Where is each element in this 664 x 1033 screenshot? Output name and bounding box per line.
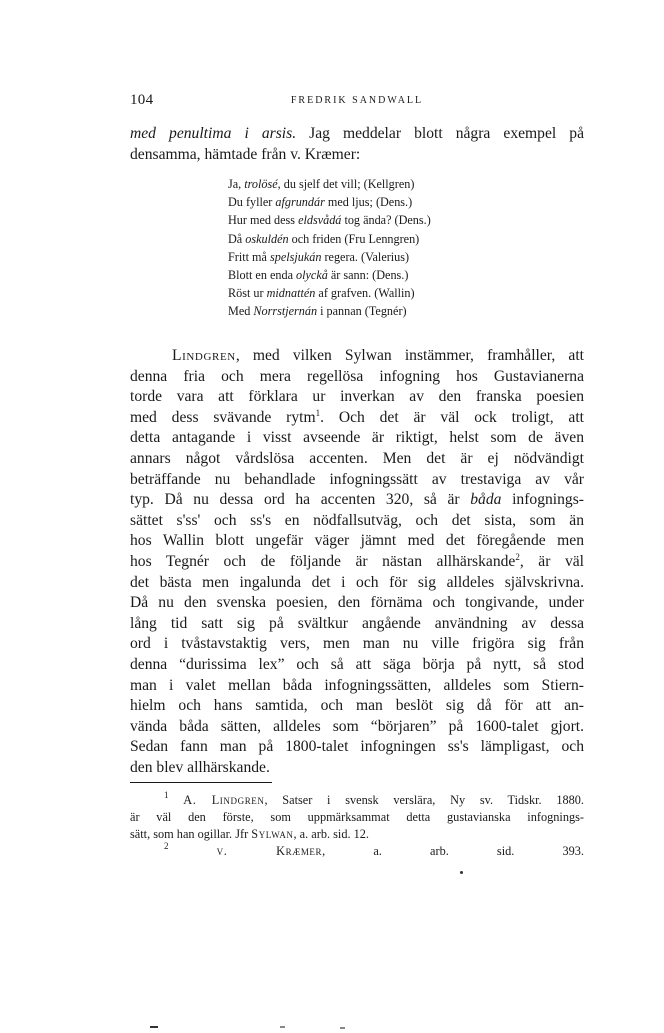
text-line: Lindgren, med vilken Sylwan instämmer, framhåller, att [172, 347, 584, 364]
text-line: densamma, hämtade från v. Kræmer: [130, 145, 361, 163]
text-line: hos Tegnér och de följande är nästan allhärskande$^2$, är väl [130, 551, 584, 570]
page-number: 104 [130, 92, 154, 108]
text-line: beträffande nu behandlade infogningssätt av trestaviga av vår [130, 470, 584, 488]
text-line: Då nu den svenska poesien, den förnäma och tongivande, under [130, 594, 584, 612]
text-line: hos Wallin blott ungefär väger jämnt med det föregående men [130, 532, 584, 550]
text-line: denna “durissima lex” och så att säga börja på nytt, så stod [130, 655, 584, 673]
footnote-line: är väl den förste, som uppmärksammat detta gustavianska infognings- [130, 810, 584, 824]
verse-examples [228, 175, 431, 321]
footnotes [130, 792, 584, 860]
footnote-2: $^2$ v. Kræmer, a. arb. sid. 393. [164, 841, 585, 858]
print-speck [280, 1026, 285, 1028]
text-line: den blev allhärskande. [130, 758, 270, 776]
footnote-ref: 1 [315, 407, 321, 418]
footnote-1: $^1$ A. Lindgren, Satser i svensk verslära, Ny sv. Tidskr. 1880. [164, 790, 584, 807]
footnote-ref: 2 [515, 551, 520, 562]
verse-line: Med Norrstjernán i pannan (Tegnér) [228, 304, 407, 319]
verse-line: Ja, trolösé, du sjelf det vill; (Kellgren) [228, 177, 415, 191]
text-line: med dess svävande rytm$^1$. Och det är väl ock troligt, att [130, 407, 584, 426]
verse-line: Fritt må spelsjukán regera. (Valerius) [228, 249, 410, 264]
footnote-divider [130, 782, 272, 783]
verse-line: Då oskuldén och friden (Fru Lenngren) [228, 231, 420, 246]
author-name: Lindgren [172, 347, 236, 364]
text-line: det bästa men ingalunda det i och för sig alldeles självskrivna. [130, 573, 584, 591]
footnote-line: sätt, som han ogillar. Jfr Sylwan, a. arb. sid. 12. [130, 827, 369, 841]
text-line: typ. Då nu dessa ord ha accenten 320, så är båda infognings- [130, 491, 584, 509]
text-line: hielm och hans samtida, och man beslöt sig då för att an- [130, 697, 584, 715]
text-line: detta antagande i visst avseende är riktigt, helst som de även [130, 429, 584, 447]
page-header [130, 92, 584, 112]
text-line: ord i tvåstavstaktig vers, men man nu ville frigöra sig från [130, 635, 584, 653]
intro-paragraph [130, 124, 584, 165]
text-line: denna fria och mera regellösa infogning hos Gustavianerna [130, 367, 584, 385]
running-head: FREDRIK SANDWALL [290, 95, 424, 106]
text-line: torde vara att förklara ur inverkan av den franska poesien [130, 388, 584, 406]
text-line: Sedan fann man på 1800-talet infogningen ss's lämpligast, och [130, 738, 584, 756]
text-line: vända båda sätten, alldeles som “börjaren” på 1600-talet gjort. [130, 717, 584, 735]
verse-line: Röst ur midnattén af grafven. (Wallin) [228, 286, 415, 301]
main-paragraph [130, 346, 584, 778]
print-speck [340, 1027, 345, 1029]
verse-line: Hur med dess eldsvådá tog ända? (Dens.) [228, 213, 431, 228]
text-line: med penultima i arsis. Jag meddelar blott några exempel på [130, 125, 584, 142]
text-line: sättet s'ss' och ss's en nödfallsutväg, och det sista, som än [130, 511, 584, 529]
print-speck [150, 1026, 158, 1028]
text-line: annars något vårdslösa accenten. Men det är ej nödvändigt [130, 449, 584, 467]
text-line: lång tid satt sig på svältkur angående användning av dessa [130, 614, 584, 632]
print-speck [460, 871, 463, 874]
verse-line: Blott en enda olyckå är sann: (Dens.) [228, 268, 409, 283]
verse-line: Du fyller afgrundár med ljus; (Dens.) [228, 195, 413, 210]
text-line: man i valet mellan båda infogningssätten, alldeles som Stiern- [130, 676, 584, 694]
